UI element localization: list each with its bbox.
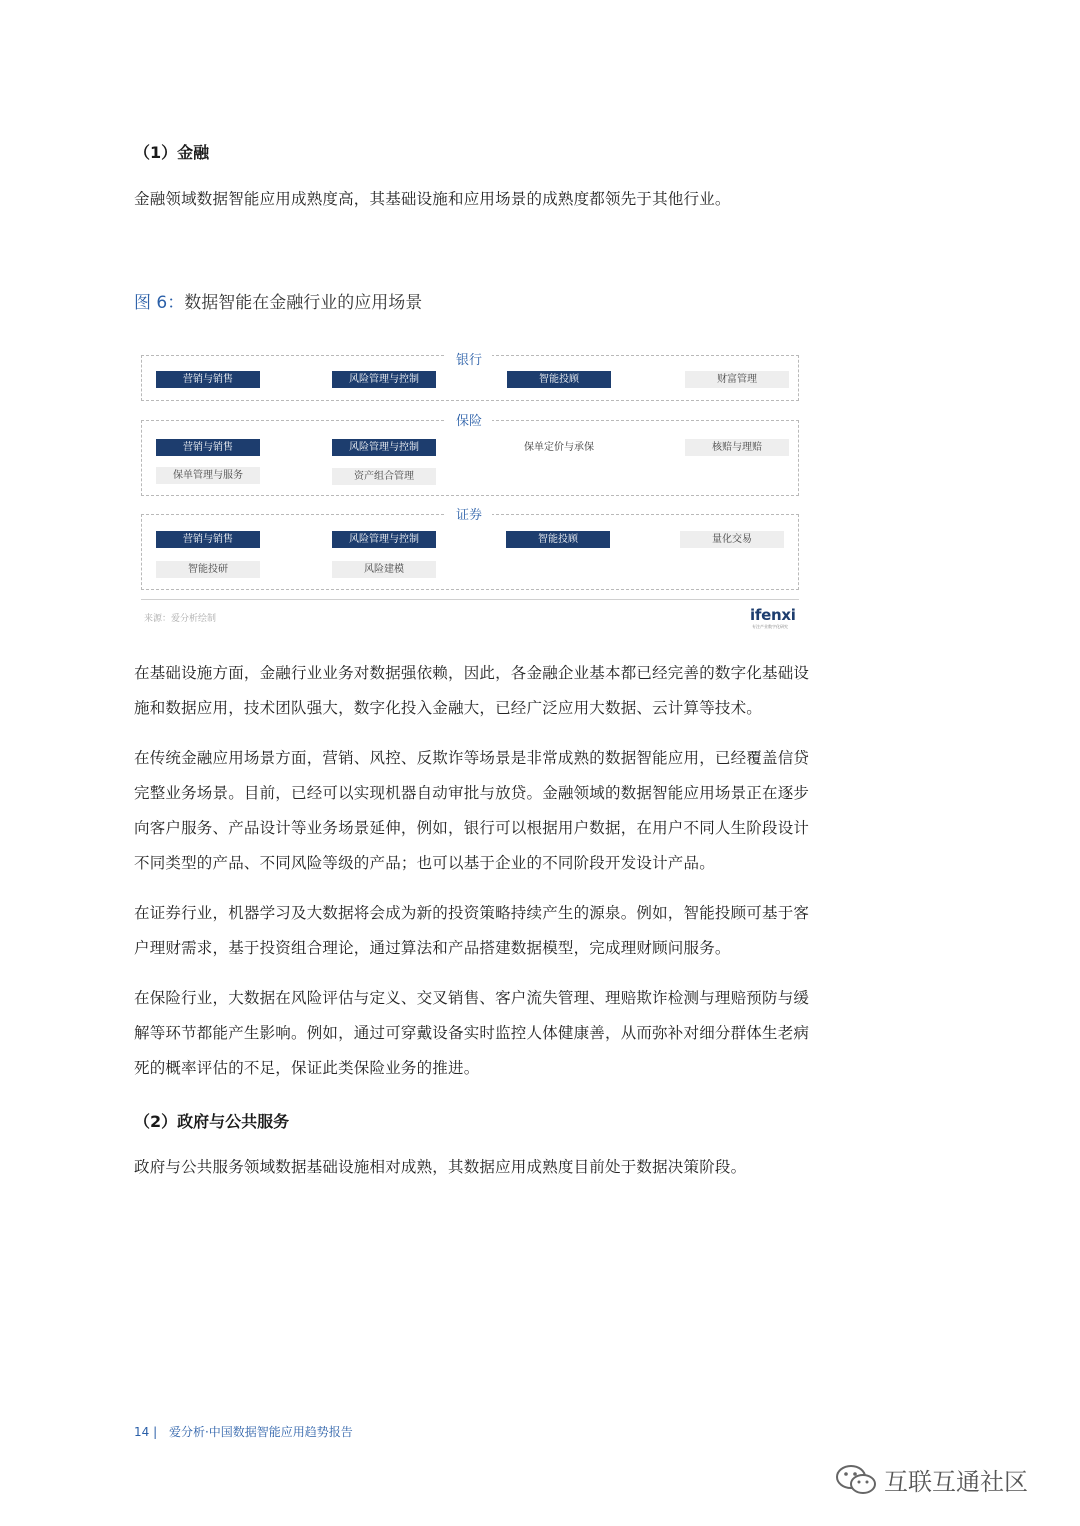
watermark bbox=[834, 1462, 1028, 1497]
figure-source: 来源：爱分析绘制 bbox=[144, 614, 217, 624]
paragraph-infrastructure bbox=[134, 656, 814, 726]
tag-ins-marketing: 营销与销售 bbox=[156, 439, 260, 456]
panel-securities bbox=[141, 514, 799, 590]
watermark-text: 互联互通社区 bbox=[884, 1468, 1028, 1496]
footer-report-title: 爱分析·中国数据智能应用趋势报告 bbox=[168, 1425, 353, 1439]
paragraph-securities bbox=[134, 896, 814, 966]
tag-sec-quant: 量化交易 bbox=[680, 531, 784, 548]
figure-diagram bbox=[134, 340, 804, 635]
paragraph-line: 户理财需求，基于投资组合理论，通过算法和产品搭建数据模型，完成理财顾问服务。 bbox=[134, 939, 731, 957]
tag-bank-wealth: 财富管理 bbox=[685, 371, 789, 388]
ifenxi-logo-subtitle: 专注产业数字化研究 bbox=[752, 624, 788, 629]
tag-ins-policy: 保单管理与服务 bbox=[156, 467, 260, 484]
wechat-icon bbox=[834, 1463, 878, 1497]
section-intro-finance: 金融领域数据智能应用成熟度高，其基础设施和应用场景的成熟度都领先于其他行业。 bbox=[134, 190, 731, 208]
tag-ins-risk: 风险管理与控制 bbox=[332, 439, 436, 456]
panel-label-securities: 证券 bbox=[446, 508, 492, 524]
tag-sec-marketing: 营销与销售 bbox=[156, 531, 260, 548]
figure-divider bbox=[141, 599, 799, 600]
section-intro-government: 政府与公共服务领域数据基础设施相对成熟，其数据应用成熟度目前处于数据决策阶段。 bbox=[134, 1158, 747, 1176]
paragraph-line: 完整业务场景。目前，已经可以实现机器自动审批与放贷。金融领域的数据智能应用场景正在逐步 bbox=[134, 784, 810, 802]
paragraph-line: 施和数据应用，技术团队强大，数字化投入金融大，已经广泛应用大数据、云计算等技术。 bbox=[134, 699, 763, 717]
tag-sec-risk: 风险管理与控制 bbox=[332, 531, 436, 548]
panel-insurance bbox=[141, 420, 799, 496]
paragraph-line: 在基础设施方面，金融行业业务对数据强依赖，因此，各金融企业基本都已经完善的数字化基础设 bbox=[134, 664, 810, 682]
paragraph-traditional-scenarios bbox=[134, 741, 814, 881]
tag-ins-claims: 核赔与理赔 bbox=[685, 439, 789, 456]
panel-label-bank: 银行 bbox=[446, 353, 492, 369]
tag-sec-modeling: 风险建模 bbox=[332, 561, 436, 578]
paragraph-line: 在保险行业，大数据在风险评估与定义、交叉销售、客户流失管理、理赔欺诈检测与理赔预防与缓 bbox=[134, 989, 810, 1007]
figure-title-text: 数据智能在金融行业的应用场景 bbox=[184, 293, 423, 313]
figure-title bbox=[134, 288, 422, 313]
page-footer bbox=[134, 1423, 353, 1440]
figure-number: 图 6： bbox=[134, 293, 185, 313]
paragraph-line: 向客户服务、产品设计等业务场景延伸，例如，银行可以根据用户数据，在用户不同人生阶段设计 bbox=[134, 819, 810, 837]
tag-bank-risk: 风险管理与控制 bbox=[332, 371, 436, 388]
section-heading-finance: （1）金融 bbox=[134, 143, 210, 162]
ifenxi-logo: ifenxi bbox=[750, 606, 796, 624]
page-number: 14 | bbox=[134, 1425, 158, 1439]
paragraph-line: 在证券行业，机器学习及大数据将会成为新的投资策略持续产生的源泉。例如，智能投顾可基于客 bbox=[134, 904, 810, 922]
paragraph-line: 解等环节都能产生影响。例如，通过可穿戴设备实时监控人体健康善，从而弥补对细分群体生老病 bbox=[134, 1024, 810, 1042]
section-heading-government: （2）政府与公共服务 bbox=[134, 1112, 290, 1131]
paragraph-line: 死的概率评估的不足，保证此类保险业务的推进。 bbox=[134, 1059, 480, 1077]
tag-bank-marketing: 营销与销售 bbox=[156, 371, 260, 388]
tag-sec-advisor: 智能投顾 bbox=[506, 531, 610, 548]
paragraph-insurance bbox=[134, 981, 814, 1086]
panel-label-insurance: 保险 bbox=[446, 414, 492, 430]
paragraph-line: 不同类型的产品、不同风险等级的产品；也可以基于企业的不同阶段开发设计产品。 bbox=[134, 854, 715, 872]
tag-ins-portfolio: 资产组合管理 bbox=[332, 468, 436, 485]
paragraph-line: 在传统金融应用场景方面，营销、风控、反欺诈等场景是非常成熟的数据智能应用，已经覆盖信贷 bbox=[134, 749, 810, 767]
tag-sec-research: 智能投研 bbox=[156, 561, 260, 578]
tag-bank-advisor: 智能投顾 bbox=[507, 371, 611, 388]
tag-ins-pricing: 保单定价与承保 bbox=[524, 442, 594, 453]
